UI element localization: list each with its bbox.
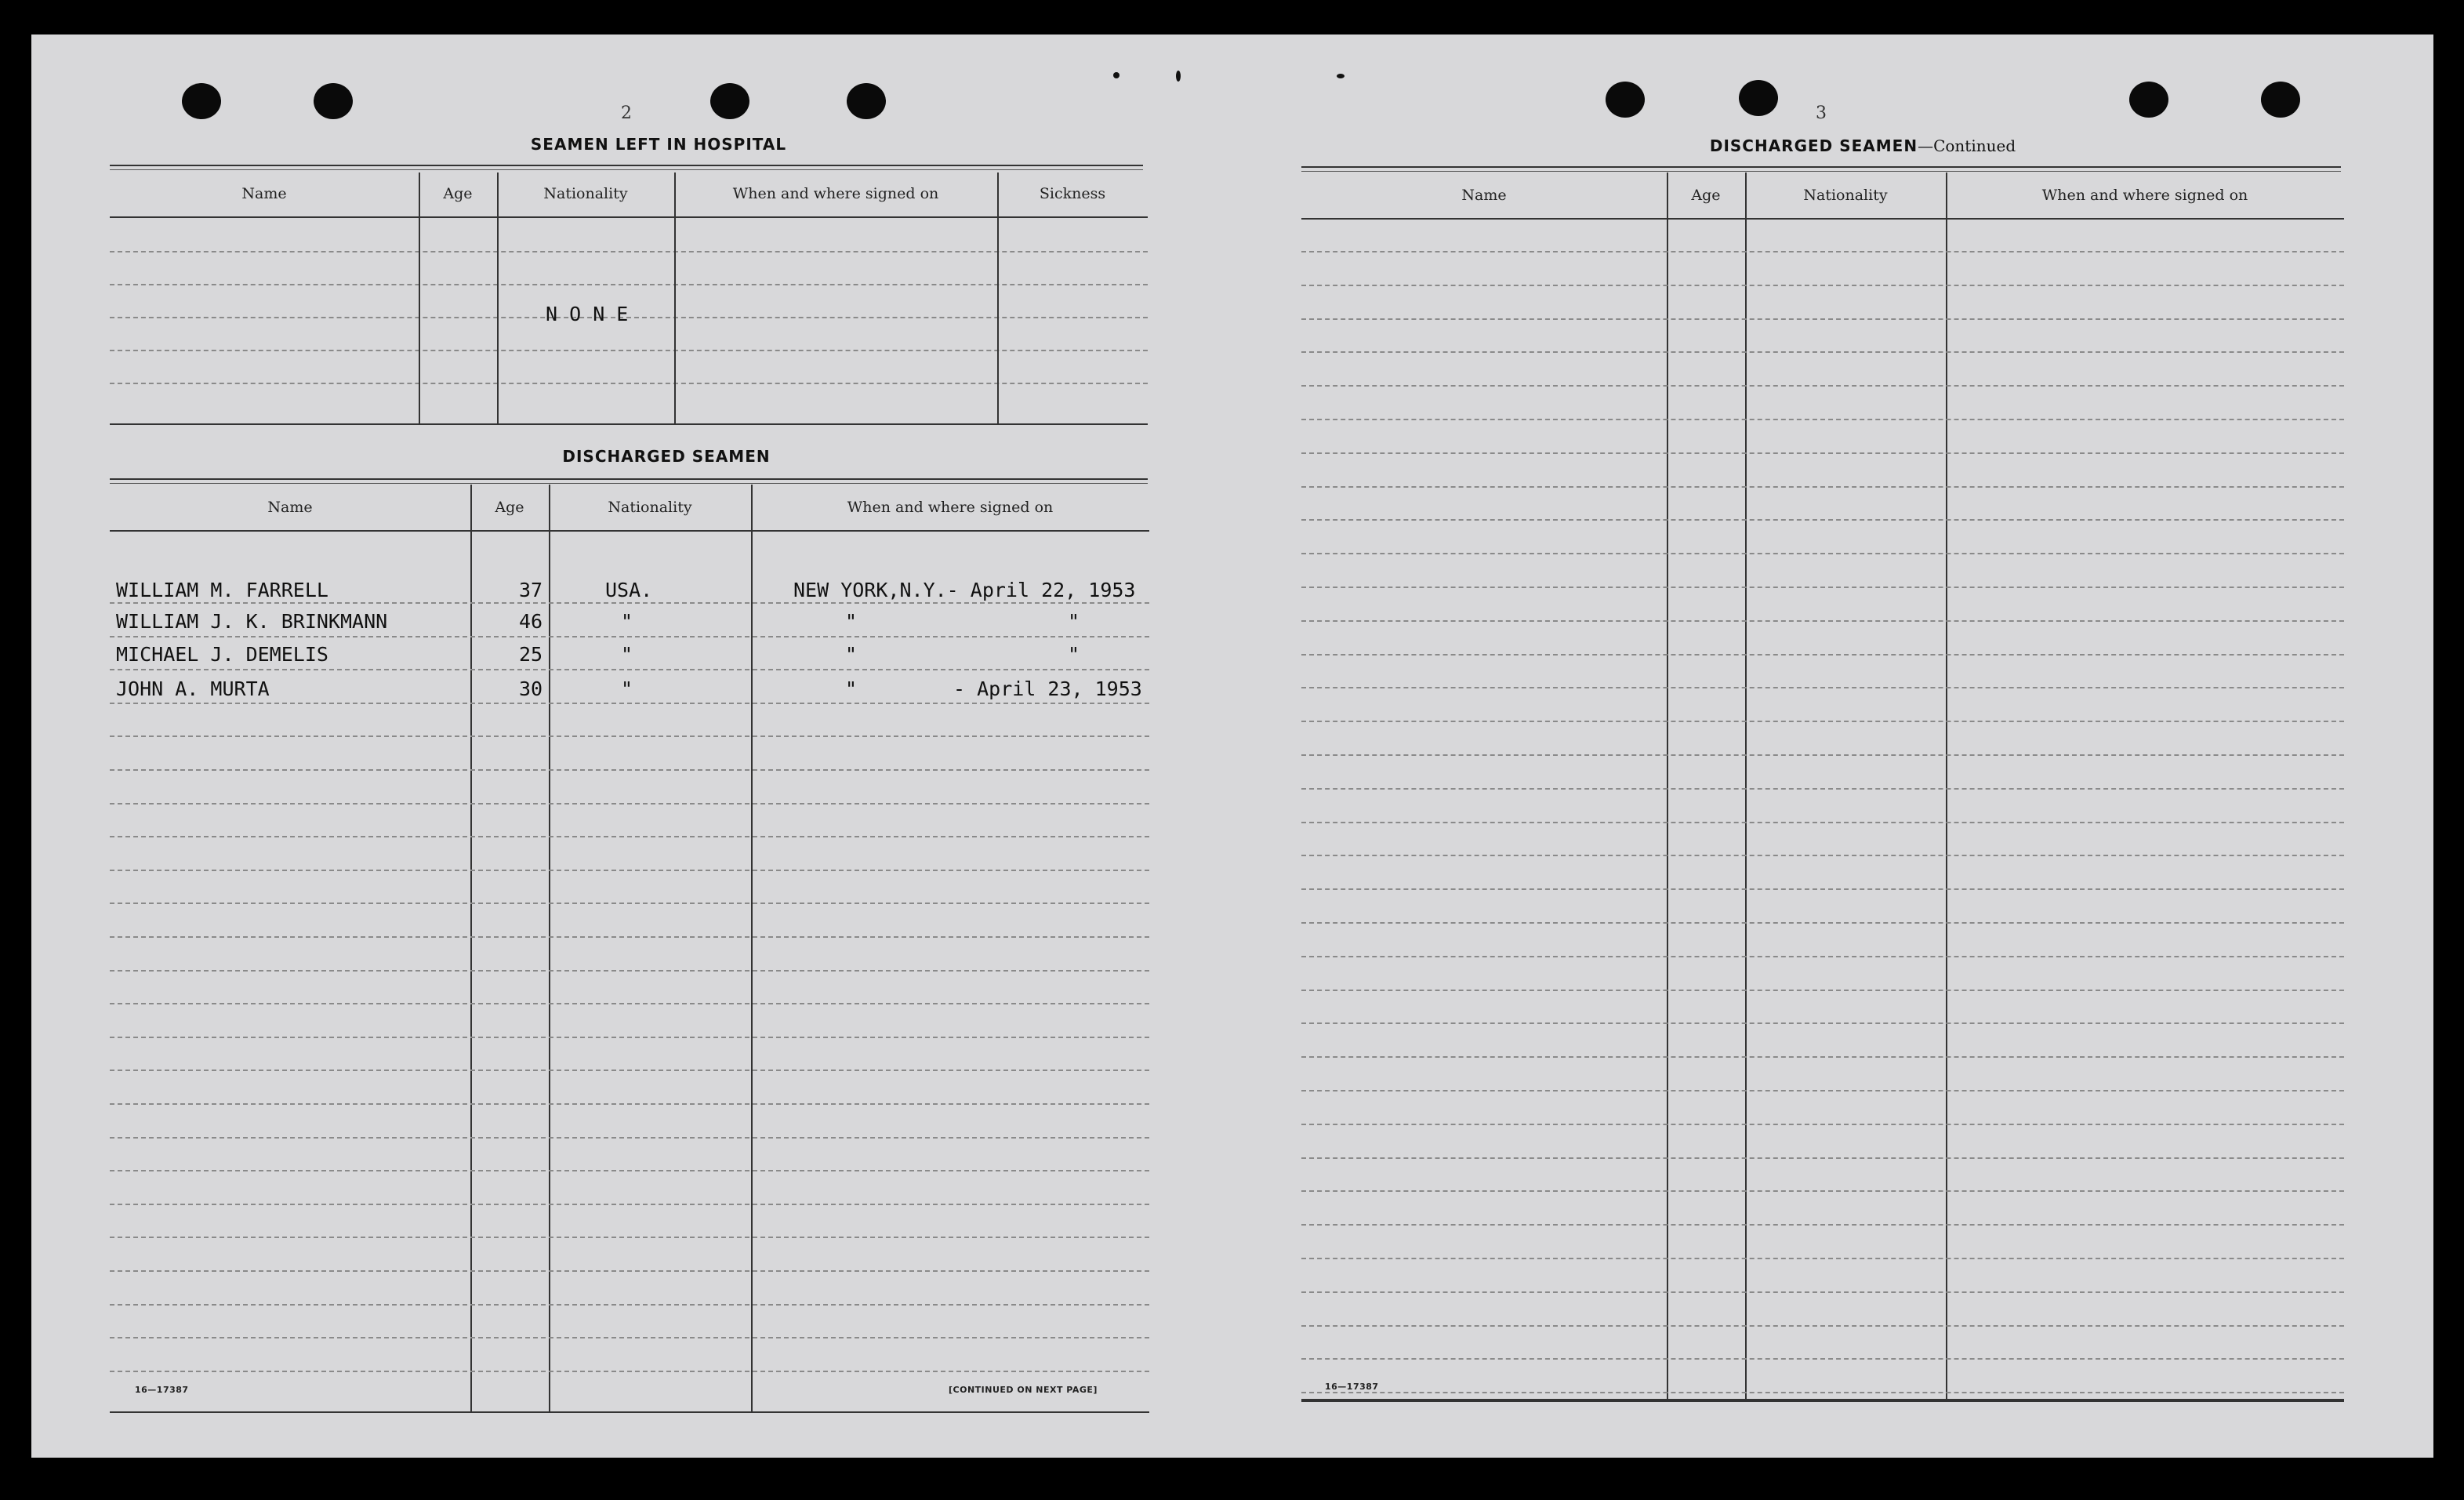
- row-line: [110, 317, 1148, 318]
- row-line: [110, 284, 1148, 285]
- bottom-rule: [1301, 1399, 2344, 1402]
- punch-hole: [1739, 80, 1778, 116]
- row-line: [1301, 419, 2344, 420]
- hospital-none-entry: N O N E: [546, 303, 629, 325]
- row-line: [110, 1137, 1149, 1139]
- seaman-name: WILLIAM M. FARRELL: [116, 579, 328, 601]
- row-line: [1301, 922, 2344, 924]
- col-signed-on-header: When and where signed on: [847, 499, 1054, 516]
- row-line: [1301, 888, 2344, 890]
- seaman-name: WILLIAM J. K. BRINKMANN: [116, 610, 388, 633]
- discharged-top-rule: [110, 478, 1148, 484]
- seaman-age: 46: [519, 610, 543, 633]
- row-line: [1301, 385, 2344, 387]
- row-line: [110, 1371, 1149, 1372]
- hospital-table: [110, 173, 1148, 428]
- bottom-rule: [110, 1411, 1149, 1413]
- seaman-nationality: ": [621, 677, 633, 700]
- row-line: [110, 350, 1148, 351]
- row-line: [1301, 519, 2344, 521]
- col-divider: [470, 485, 472, 1413]
- seaman-signed-on-place: ": [845, 677, 858, 700]
- right-top-rule: [1301, 166, 2341, 172]
- row-line: [110, 1170, 1149, 1171]
- row-line: [1301, 1291, 2344, 1293]
- row-line: [110, 936, 1149, 938]
- row-line: [110, 903, 1149, 904]
- form-number-left: 16—17387: [135, 1385, 189, 1395]
- seaman-nationality: ": [621, 643, 633, 666]
- row-line: [110, 735, 1149, 737]
- col-nationality-header: Nationality: [608, 499, 692, 516]
- col-name-header: Name: [267, 499, 313, 516]
- header-rule: [110, 216, 1148, 218]
- row-line: [110, 870, 1149, 871]
- row-line: [1301, 251, 2344, 252]
- col-age-header: Age: [495, 499, 524, 516]
- speck: [1337, 74, 1344, 78]
- row-line: [1301, 822, 2344, 823]
- bottom-rule: [110, 423, 1148, 425]
- row-line: [110, 703, 1149, 704]
- row-line: [110, 1204, 1149, 1205]
- row-line: [1301, 318, 2344, 320]
- title-continued: —Continued: [1918, 136, 2016, 155]
- row-line: [1301, 1056, 2344, 1058]
- row-line: [1301, 721, 2344, 722]
- seaman-nationality: USA.: [605, 579, 653, 601]
- row-line: [110, 836, 1149, 837]
- seaman-signed-on-date: - April 23, 1953: [953, 677, 1142, 700]
- header-rule: [110, 530, 1149, 532]
- row-line: [110, 636, 1149, 637]
- col-divider: [1946, 173, 1947, 1400]
- row-line: [1301, 1022, 2344, 1024]
- discharged-continued-title: [1298, 136, 2427, 155]
- row-line: [1301, 654, 2344, 656]
- row-line: [1301, 285, 2344, 286]
- col-divider: [497, 173, 499, 423]
- punch-hole: [2129, 82, 2168, 118]
- row-line: [1301, 1325, 2344, 1327]
- row-line: [1301, 754, 2344, 756]
- row-line: [1301, 587, 2344, 588]
- row-line: [1301, 1190, 2344, 1192]
- col-nationality-header: Nationality: [1803, 187, 1888, 204]
- row-line: [1301, 990, 2344, 991]
- seaman-signed-on: NEW YORK,N.Y.- April 22, 1953: [793, 579, 1136, 601]
- row-line: [110, 769, 1149, 771]
- page-number-right: 3: [1816, 104, 1827, 123]
- seaman-signed-on-place: ": [845, 643, 858, 666]
- col-sickness-header: Sickness: [1039, 185, 1106, 202]
- row-line: [1301, 855, 2344, 856]
- discharged-continued-table: [1301, 173, 2344, 1404]
- row-line: [1301, 1157, 2344, 1159]
- row-line: [110, 1337, 1149, 1338]
- seaman-name: JOHN A. MURTA: [116, 677, 270, 700]
- header-rule: [1301, 218, 2344, 220]
- row-line: [1301, 1258, 2344, 1259]
- row-line: [110, 1103, 1149, 1105]
- seaman-age: 37: [519, 579, 543, 601]
- row-line: [110, 803, 1149, 804]
- discharged-header: [110, 485, 1149, 530]
- row-line: [110, 1003, 1149, 1004]
- row-line: [1301, 1358, 2344, 1360]
- hospital-top-rule: [110, 165, 1143, 170]
- col-divider: [751, 485, 753, 1413]
- row-line: [1301, 956, 2344, 957]
- seaman-name: MICHAEL J. DEMELIS: [116, 643, 328, 666]
- row-line: [1301, 687, 2344, 688]
- form-number-right: 16—17387: [1325, 1382, 1379, 1392]
- row-line: [110, 383, 1148, 384]
- row-line: [110, 669, 1149, 670]
- seaman-nationality: ": [621, 610, 633, 633]
- row-line: [110, 970, 1149, 972]
- right-header: [1301, 173, 2344, 218]
- punch-hole: [2261, 82, 2300, 118]
- col-divider: [419, 173, 420, 423]
- seaman-signed-on-date: ": [1068, 610, 1080, 633]
- col-signed-on-header: When and where signed on: [732, 185, 939, 202]
- punch-hole: [710, 83, 749, 119]
- page-number-left: 2: [621, 104, 632, 123]
- title-main: DISCHARGED SEAMEN: [1709, 136, 1918, 155]
- row-line: [1301, 1224, 2344, 1226]
- discharged-title: DISCHARGED SEAMEN: [562, 447, 771, 466]
- row-line: [1301, 553, 2344, 554]
- punch-hole: [1606, 82, 1645, 118]
- speck: [1176, 71, 1181, 82]
- row-line: [110, 1270, 1149, 1272]
- col-name-header: Name: [1461, 187, 1507, 204]
- row-line: [1301, 486, 2344, 488]
- hospital-header: [110, 173, 1148, 216]
- discharged-table: [110, 485, 1149, 1413]
- row-line: [110, 251, 1148, 252]
- col-nationality-header: Nationality: [543, 185, 628, 202]
- row-line: [1301, 1090, 2344, 1091]
- col-divider: [1667, 173, 1668, 1400]
- row-line: [110, 1037, 1149, 1038]
- col-signed-on-header: When and where signed on: [2041, 187, 2248, 204]
- seaman-signed-on-place: ": [845, 610, 858, 633]
- row-line: [110, 1237, 1149, 1238]
- row-line: [1301, 452, 2344, 454]
- col-age-header: Age: [443, 185, 473, 202]
- row-line: [1301, 1392, 2344, 1393]
- punch-hole: [847, 83, 886, 119]
- col-divider: [674, 173, 676, 423]
- col-divider: [1745, 173, 1747, 1400]
- row-line: [1301, 1124, 2344, 1125]
- hospital-title: SEAMEN LEFT IN HOSPITAL: [530, 135, 787, 154]
- row-line: [110, 1070, 1149, 1071]
- row-line: [1301, 620, 2344, 622]
- row-line: [1301, 351, 2344, 353]
- col-divider: [997, 173, 999, 423]
- row-line: [110, 1304, 1149, 1306]
- seaman-age: 30: [519, 677, 543, 700]
- row-line: [1301, 788, 2344, 790]
- row-line: [110, 602, 1149, 604]
- col-divider: [549, 485, 550, 1413]
- speck: [1113, 72, 1120, 78]
- punch-hole: [182, 83, 221, 119]
- col-name-header: Name: [241, 185, 287, 202]
- punch-hole: [314, 83, 353, 119]
- seaman-age: 25: [519, 643, 543, 666]
- seaman-signed-on-date: ": [1068, 643, 1080, 666]
- document-spread: [31, 35, 2433, 1458]
- continued-note: [CONTINUED ON NEXT PAGE]: [949, 1385, 1098, 1395]
- col-age-header: Age: [1691, 187, 1721, 204]
